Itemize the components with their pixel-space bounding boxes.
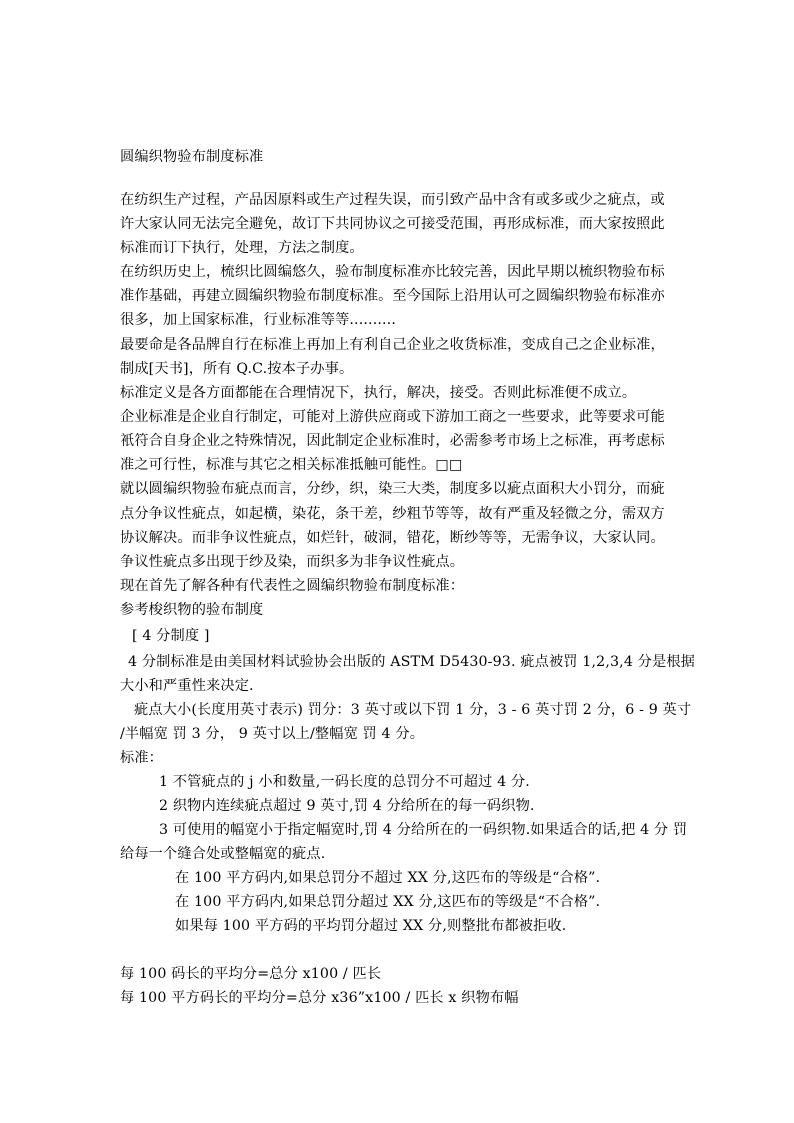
defect-size-rule: /半幅宽 罚 3 分， 9 英寸以上/整幅宽 罚 4 分。 (120, 726, 425, 742)
four-point-description: 4 分制标准是由美国材料试验协会出版的 ASTM D5430-93. 疵点被罚 1,2,3,4 分是根据 (128, 654, 696, 670)
defect-size-rule: 疵点大小(长度用英寸表示) 罚分：3 英寸或以下罚 1 分，3 - 6 英寸罚 2 分，6 - 9 英寸 (134, 702, 692, 718)
intro-line: 现在首先了解各种有代表性之圆编织物验布制度标准： (120, 578, 465, 594)
intro-line: 标准而订下执行，处理，方法之制度。 (120, 240, 364, 256)
document-title: 圆编织物验布制度标准 (120, 149, 264, 165)
grading-rule: 在 100 平方码内,如果总罚分超过 XX 分,这匹布的等级是“不合格”. (175, 894, 601, 910)
rule-item: 1 不管疵点的 j 小和数量,一码长度的总罚分不可超过 4 分. (159, 774, 530, 790)
intro-line: 争议性疵点多出现于纱及染，而织多为非争议性疵点。 (120, 554, 465, 570)
intro-line: 协议解决。而非争议性疵点，如烂针，破洞，错花，断纱等等，无需争议，大家认同。 (120, 530, 665, 546)
four-point-description: 大小和严重性来决定. (120, 678, 254, 694)
intro-line: 点分争议性疵点，如起横，染花，条干差，纱粗节等等，故有严重及轻微之分，需双方 (120, 506, 665, 522)
intro-line: 准作基础，再建立圆编织物验布制度标准。至今国际上沿用认可之圆编织物验布标准亦 (120, 288, 665, 304)
intro-line: 很多，加上国家标准，行业标准等等.......... (120, 312, 396, 328)
grading-rule: 在 100 平方码内,如果总罚分不超过 XX 分,这匹布的等级是“合格”. (175, 870, 601, 886)
grading-rule: 如果每 100 平方码的平均罚分超过 XX 分,则整批布都被拒收. (175, 918, 567, 934)
intro-line: 在纺织历史上，梳织比圆编悠久，验布制度标准亦比较完善，因此早期以梳织物验布标 (120, 264, 665, 280)
formula-line: 每 100 平方码长的平均分=总分 x36”x100 / 匹长 x 织物布幅 (120, 990, 519, 1006)
intro-line: 制成[天书]，所有 Q.C.按本子办事。 (120, 361, 354, 377)
standard-label: 标准： (120, 750, 164, 766)
intro-line: 企业标准是企业自行制定，可能对上游供应商或下游加工商之一些要求，此等要求可能 (120, 409, 665, 425)
intro-line: 标准定义是各方面都能在合理情况下，执行，解决，接受。否则此标准便不成立。 (120, 385, 637, 401)
rule-item: 3 可使用的幅宽小于指定幅宽时,罚 4 分给所在的一码织物.如果适合的话,把 4 分 罚 (159, 822, 688, 838)
section-heading: [ 4 分制度 ] (132, 628, 210, 644)
intro-line: 在纺织生产过程，产品因原料或生产过程失误，而引致产品中含有或多或少之疵点，或 (120, 192, 665, 208)
rule-item-continuation: 给每一个缝合处或整幅宽的疵点. (120, 846, 326, 862)
formula-line: 每 100 码长的平均分=总分 x100 / 匹长 (120, 966, 382, 982)
intro-line: 就以圆编织物验布疵点而言，分纱，织，染三大类，制度多以疵点面积大小罚分，而疵 (120, 481, 665, 497)
intro-line: 许大家认同无法完全避免，故订下共同协议之可接受范围，再形成标准，而大家按照此 (120, 216, 665, 232)
intro-line: 参考梭织物的验布制度 (120, 602, 264, 618)
rule-item: 2 织物内连续疵点超过 9 英寸,罚 4 分给所在的每一码织物. (159, 798, 535, 814)
intro-line: 准之可行性，标准与其它之相关标准抵触可能性。□□ (120, 457, 463, 473)
intro-line: 最要命是各品牌自行在标准上再加上有利自己企业之收货标准，变成自己之企业标准， (120, 337, 665, 353)
intro-line: 衹符合自身企业之特殊情况，因此制定企业标准时，必需参考市场上之标准，再考虑标 (120, 433, 665, 449)
